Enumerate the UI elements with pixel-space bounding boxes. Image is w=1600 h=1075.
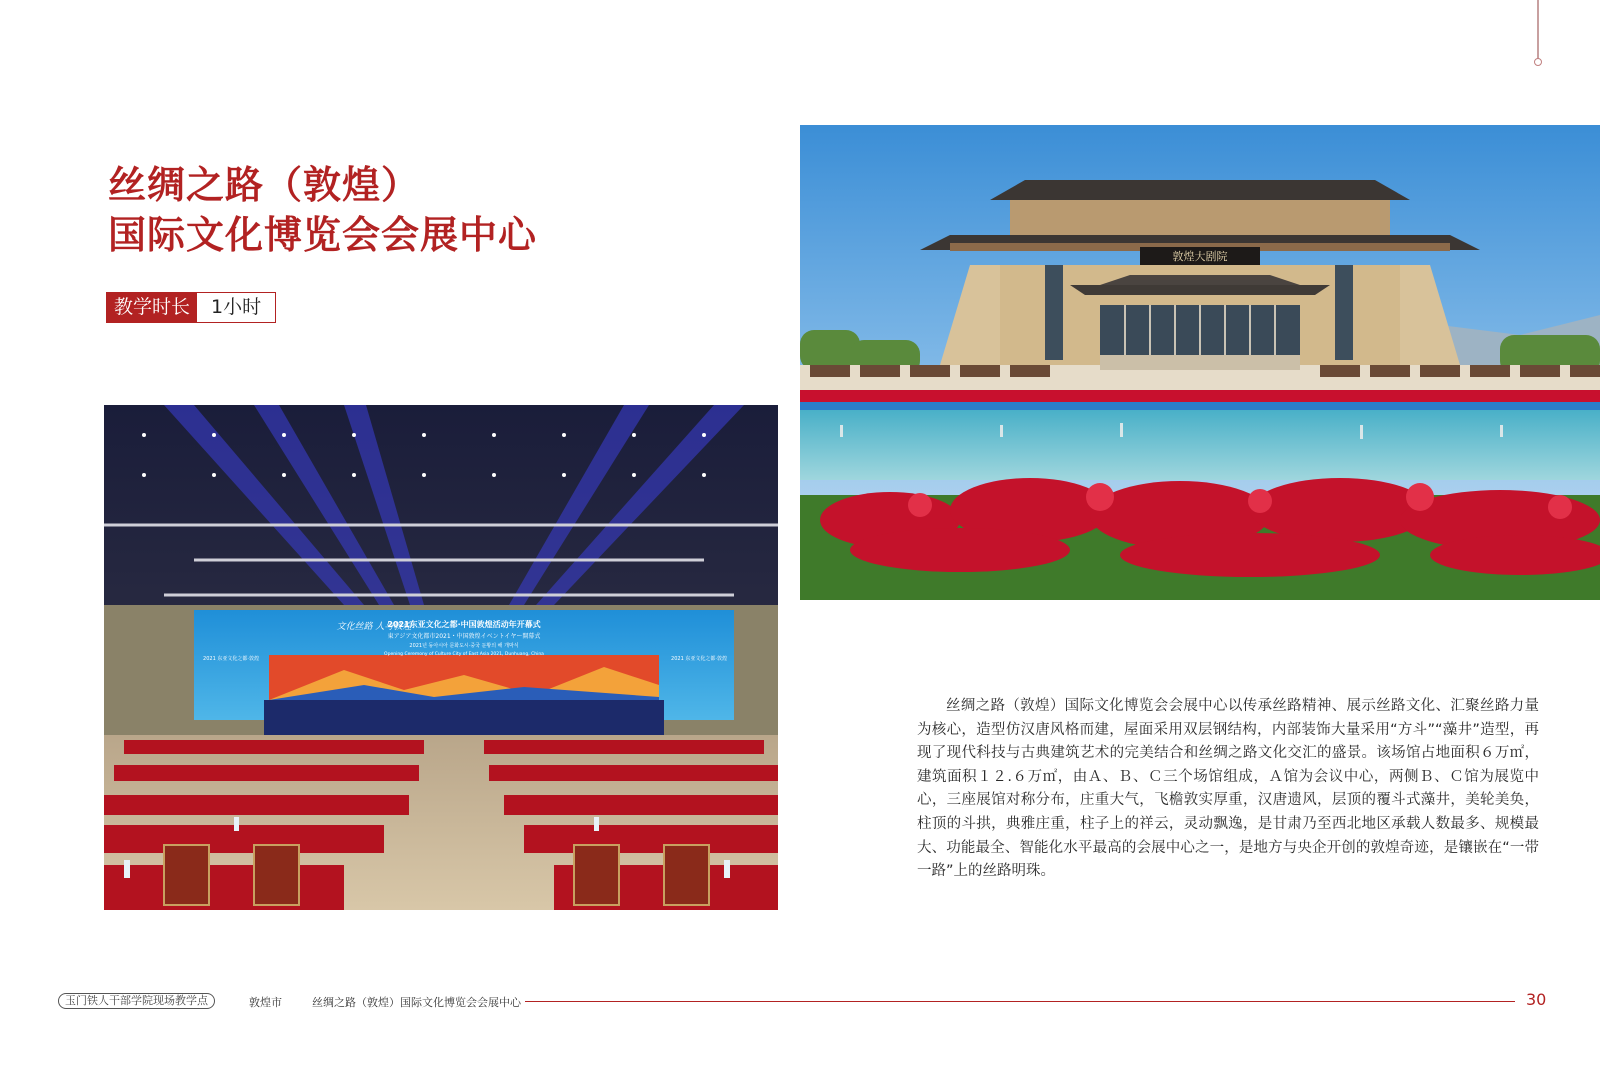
- decorative-line: [1537, 0, 1539, 60]
- page-title: [108, 160, 537, 260]
- building-plaque: 敦煌大剧院: [1172, 250, 1228, 263]
- title-line-1: 丝绸之路（敦煌）: [108, 162, 421, 207]
- duration-value: 1小时: [197, 293, 275, 322]
- screen-title: 2021东亚文化之都·中国敦煌活动年开幕式: [387, 620, 541, 629]
- page-number: 30: [1526, 990, 1547, 1009]
- duration-badge: [106, 292, 276, 323]
- title-line-2: 国际文化博览会会展中心: [108, 212, 538, 257]
- screen-korean: 2021년 동아시아 문화도시·중국 둔황의 해 개막식: [409, 643, 519, 649]
- conference-hall-photo: [104, 405, 778, 910]
- building-exterior-photo: [800, 125, 1600, 600]
- footer-city: 敦煌市: [249, 996, 282, 1009]
- footer-rule: [525, 1001, 1515, 1002]
- footer-venue: 丝绸之路（敦煌）国际文化博览会会展中心: [312, 996, 521, 1009]
- screen-subtitle: 東アジア文化都市2021・中国敦煌イベントイヤー開幕式: [387, 633, 541, 640]
- footer-org: 玉门铁人干部学院现场教学点: [58, 993, 215, 1009]
- duration-label: 教学时长: [107, 293, 197, 322]
- screen-english: Opening Ceremony of Culture City of East Asia 2021, Dunhuang, China: [384, 652, 544, 657]
- footer: [0, 990, 1600, 1014]
- screen-side-label-right: 2021 东亚文化之都·敦煌: [671, 656, 727, 662]
- screen-calligraphy: 文化丝路 人与敦煌: [336, 622, 412, 632]
- screen-side-label-left: 2021 东亚文化之都·敦煌: [203, 656, 259, 662]
- decorative-dot: [1534, 58, 1542, 66]
- description-paragraph: 丝绸之路（敦煌）国际文化博览会会展中心以传承丝路精神、展示丝路文化、汇聚丝路力量为核心，造型仿汉唐风格而建，屋面采用双层钢结构，内部装饰大量采用“方斗”“藻井”造型，再现了现代科技与古典建筑艺术的完美结合和丝绸之路文化交汇的盛景。该场馆占地面积６万㎡，建筑面积１２.６万㎡，由Ａ、Ｂ、Ｃ三个场馆组成，Ａ馆为会议中心，两侧Ｂ、Ｃ馆为展览中心，三座展馆对称分布，庄重大气，飞檐敦实厚重，汉唐遗风，层顶的覆斗式藻井，美轮美奂，柱顶的斗拱，典雅庄重，柱子上的祥云，灵动飘逸，是甘肃乃至西北地区承载人数最多、规模最大、功能最全、智能化水平最高的会展中心之一，是地方与央企开创的敦煌奇迹，是镶嵌在“一带一路”上的丝路明珠。: [917, 698, 1539, 880]
